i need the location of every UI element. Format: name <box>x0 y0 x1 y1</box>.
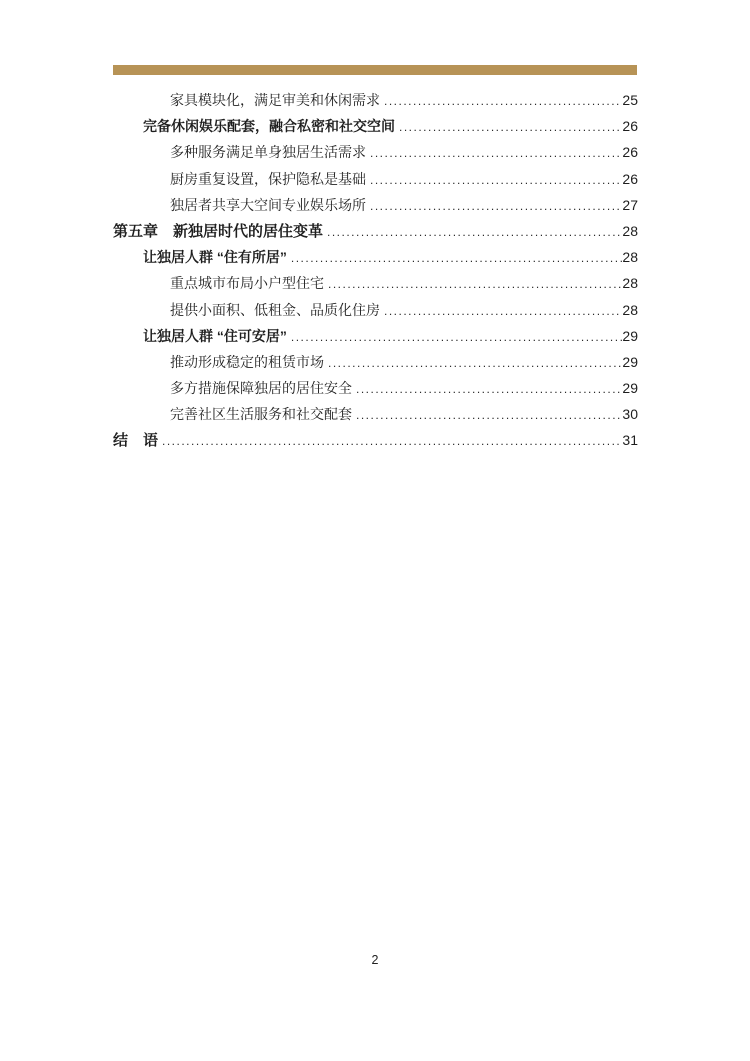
toc-entry-title: 多方措施保障独居的居住安全 <box>170 380 352 397</box>
toc-entry-page-number: 26 <box>622 118 638 135</box>
toc-entry-title: 提供小面积、低租金、品质化住房 <box>170 301 380 318</box>
toc-entry-title: 让独居人群 “住有所居” <box>143 249 287 266</box>
toc-entry-title: 第五章 新独居时代的居住变革 <box>113 222 324 240</box>
toc-entry-title: 让独居人群 “住可安居” <box>143 327 287 344</box>
table-of-contents <box>113 87 638 454</box>
toc-entry-title: 推动形成稳定的租赁市场 <box>170 353 324 370</box>
toc-entry[interactable] <box>113 244 638 270</box>
toc-dot-leader <box>324 271 622 297</box>
toc-entry-page-number: 26 <box>622 144 638 161</box>
toc-entry-title: 家具模块化，满足审美和休闲需求 <box>170 92 380 108</box>
toc-entry-page-number: 28 <box>622 275 638 292</box>
toc-entry-title: 完备休闲娱乐配套，融合私密和社交空间 <box>143 118 395 135</box>
toc-entry-page-number: 27 <box>622 196 638 213</box>
toc-entry[interactable] <box>113 375 638 401</box>
toc-dot-leader <box>323 219 622 245</box>
toc-dot-leader <box>158 428 622 454</box>
toc-entry-title: 结 语 <box>113 432 159 450</box>
toc-entry-page-number: 29 <box>622 380 638 397</box>
toc-dot-leader <box>352 402 622 428</box>
toc-entry-page-number: 31 <box>622 432 638 449</box>
toc-entry[interactable] <box>113 87 638 113</box>
toc-entry[interactable] <box>113 192 638 218</box>
toc-dot-leader <box>366 193 622 219</box>
toc-dot-leader <box>380 88 622 114</box>
toc-entry[interactable] <box>113 139 638 165</box>
toc-entry-page-number: 28 <box>622 301 638 318</box>
toc-entry-title: 厨房重复设置，保护隐私是基础 <box>170 170 366 187</box>
toc-entry-title: 完善社区生活服务和社交配套 <box>170 406 352 423</box>
toc-entry[interactable] <box>113 349 638 375</box>
toc-entry-page-number: 25 <box>622 92 638 108</box>
toc-entry[interactable] <box>113 323 638 349</box>
toc-entry-page-number: 28 <box>622 222 638 239</box>
toc-entry[interactable] <box>113 113 638 139</box>
toc-dot-leader <box>287 245 623 271</box>
toc-entry-page-number: 28 <box>622 249 638 266</box>
toc-entry[interactable] <box>113 218 638 244</box>
toc-dot-leader <box>366 167 622 193</box>
toc-entry-page-number: 26 <box>622 170 638 187</box>
toc-entry[interactable] <box>113 427 638 453</box>
toc-entry-page-number: 29 <box>622 327 638 344</box>
footer-page-number: 2 <box>371 953 379 967</box>
toc-entry-page-number: 29 <box>622 353 638 370</box>
toc-entry[interactable] <box>113 166 638 192</box>
toc-dot-leader <box>352 376 622 402</box>
toc-entry[interactable] <box>113 270 638 296</box>
toc-entry-title: 多种服务满足单身独居生活需求 <box>170 144 366 161</box>
toc-dot-leader <box>380 298 622 324</box>
toc-dot-leader <box>287 324 623 350</box>
toc-dot-leader <box>395 114 622 140</box>
header-accent-bar <box>113 65 637 75</box>
toc-dot-leader <box>366 140 622 166</box>
toc-dot-leader <box>324 350 622 376</box>
toc-entry-title: 独居者共享大空间专业娱乐场所 <box>170 196 366 213</box>
toc-entry[interactable] <box>113 401 638 427</box>
toc-entry-title: 重点城市布局小户型住宅 <box>170 275 324 292</box>
toc-entry-page-number: 30 <box>622 406 638 423</box>
toc-entry[interactable] <box>113 297 638 323</box>
